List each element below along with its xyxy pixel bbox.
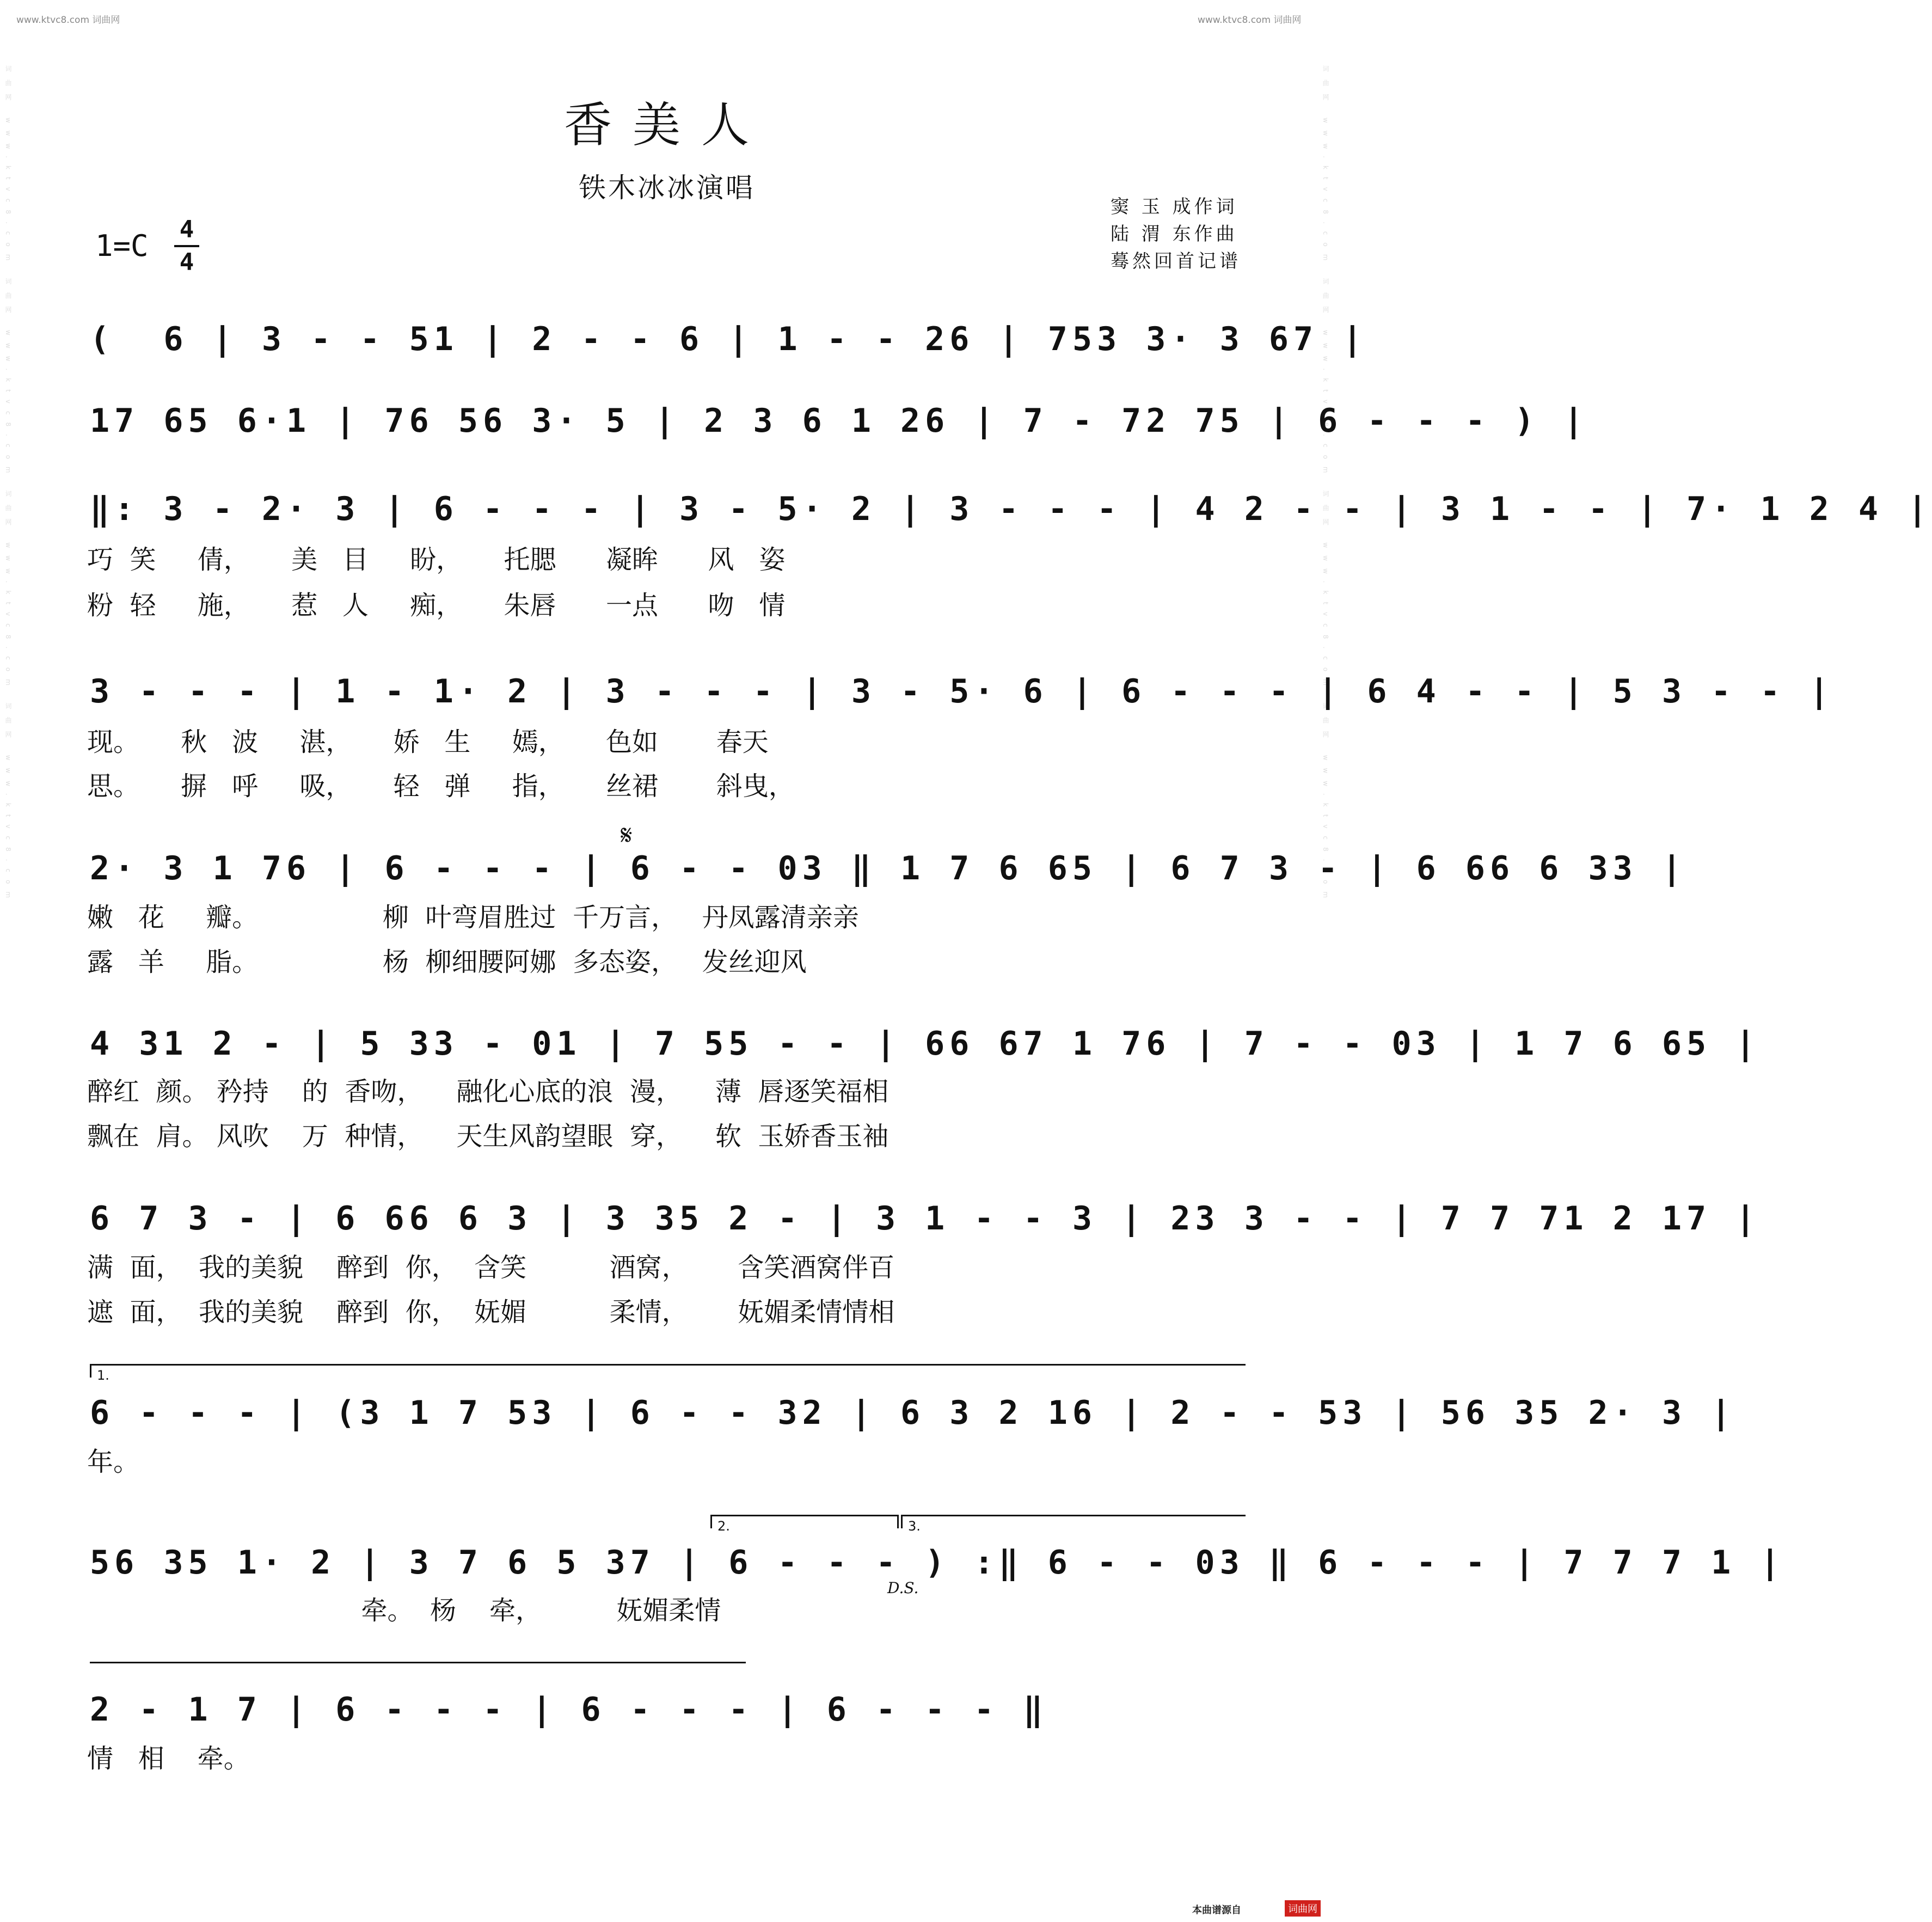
lyric-system-8: 年。 xyxy=(87,1447,140,1477)
staff-system-4: 3 - - - | 1 - 1· 2 | 3 - - - | 3 - 5· 6 | 6 - - - | 6 4 - - | 5 3 - - | xyxy=(90,672,1834,711)
watermark-side-right: 词曲网 www.ktvc8.com 词曲网 www.ktvc8.com 词曲网 www.ktvc8.com 词曲网 www.ktvc8.com xyxy=(1322,65,1329,906)
staff-system-3: ‖: 3 - 2· 3 | 6 - - - | 3 - 5· 2 | 3 - - - | 4 2 - - | 3 1 - - | 7· 1 2 4 | xyxy=(90,490,1932,528)
composer-credit: 陆 渭 东作曲 xyxy=(1111,223,1238,245)
lyric-system-4-verse-2: 思。 摒 呼 吸， 轻 弹 指， 丝裙 斜曳， xyxy=(87,771,795,801)
staff-system-7: 6 7 3 - | 6 66 6 3 | 3 35 2 - | 3 1 - - 3 | 23 3 - - | 7 7 71 2 17 | xyxy=(90,1199,1761,1238)
lyric-system-10: 情 相 牵。 xyxy=(87,1743,250,1774)
watermark-side-left: 词曲网 www.ktvc8.com 词曲网 www.ktvc8.com 词曲网 www.ktvc8.com 词曲网 www.ktvc8.com xyxy=(4,65,12,906)
footer-site-badge[interactable]: 词曲网 xyxy=(1285,1900,1321,1917)
ending-bracket-1 xyxy=(90,1364,1246,1383)
segno-mark: 𝄋 xyxy=(621,819,633,851)
song-subtitle: 铁木冰冰演唱 xyxy=(579,172,755,204)
ending-number-3: 3. xyxy=(908,1519,921,1534)
lyric-system-7-verse-1: 满 面， 我的美貌 醉到 你， 含笑 酒窝， 含笑酒窝伴百 xyxy=(87,1252,895,1283)
key-signature: 1=C xyxy=(95,229,149,263)
lyric-system-5-verse-2: 露 羊 脂。 杨 柳细腰阿娜 多态姿， 发丝迎风 xyxy=(87,947,807,977)
lyric-system-5-verse-1: 嫩 花 瓣。 柳 叶弯眉胜过 千万言， 丹凤露清亲亲 xyxy=(87,902,859,933)
transcriber-credit: 蓦然回首记谱 xyxy=(1111,250,1241,272)
ds-mark: D.S. xyxy=(887,1579,919,1597)
lyric-system-6-verse-1: 醉红 颜。 矜持 的 香吻， 融化心底的浪 漫， 薄 唇逐笑福相 xyxy=(87,1076,889,1107)
lyric-system-7-verse-2: 遮 面， 我的美貌 醉到 你， 妩媚 柔情， 妩媚柔情情相 xyxy=(87,1297,895,1327)
time-signature-bar xyxy=(174,245,199,247)
ending-bracket-3 xyxy=(901,1515,1246,1534)
staff-system-1: ( 6 | 3 - - 51 | 2 - - 6 | 1 - - 26 | 753 3· 3 67 | xyxy=(90,320,1367,358)
time-signature-top: 4 xyxy=(179,216,194,243)
ending-bracket-2 xyxy=(710,1515,899,1534)
footer-source-text: 本曲谱源自 xyxy=(1192,1905,1241,1916)
staff-system-2: 17 65 6·1 | 76 56 3· 5 | 2 3 6 1 26 | 7 - 72 75 | 6 - - - ) | xyxy=(90,402,1588,440)
lyric-system-3-verse-2: 粉 轻 施， 惹 人 痴， 朱唇 一点 吻 情 xyxy=(87,590,786,621)
ending-number-1: 1. xyxy=(97,1368,109,1383)
staff-system-6: 4 31 2 - | 5 33 - 01 | 7 55 - - | 66 67 1 76 | 7 - - 03 | 1 7 6 65 | xyxy=(90,1025,1761,1063)
time-signature xyxy=(174,217,199,276)
lyricist-credit: 窦 玉 成作词 xyxy=(1111,196,1238,218)
lyric-system-4-verse-1: 现。 秋 波 湛， 娇 生 嫣， 色如 春天 xyxy=(87,727,769,757)
song-title: 香美人 xyxy=(563,97,770,153)
lyric-system-9: 牵。 杨 牵， 妩媚柔情 xyxy=(87,1595,721,1626)
lyric-system-3-verse-1: 巧 笑 倩， 美 目 盼， 托腮 凝眸 风 姿 xyxy=(87,544,786,575)
staff-system-5: 2· 3 1 76 | 6 - - - | 6 - - 03 ‖ 1 7 6 65 | 6 7 3 - | 6 66 6 33 | xyxy=(90,849,1686,887)
watermark-top-right: www.ktvc8.com 词曲网 xyxy=(1198,15,1302,26)
lyric-system-6-verse-2: 飘在 肩。 风吹 万 种情， 天生风韵望眼 穿， 软 玉娇香玉袖 xyxy=(87,1121,889,1152)
staff-system-9: 56 35 1· 2 | 3 7 6 5 37 | 6 - - - ) :‖ 6 - - 03 ‖ 6 - - - | 7 7 7 1 | xyxy=(90,1544,1785,1582)
ending-bracket-3-continued xyxy=(90,1662,746,1675)
watermark-top-left: www.ktvc8.com 词曲网 xyxy=(16,15,120,26)
ending-number-2: 2. xyxy=(717,1519,730,1534)
staff-system-10: 2 - 1 7 | 6 - - - | 6 - - - | 6 - - - ‖ xyxy=(90,1691,1048,1729)
time-signature-bottom: 4 xyxy=(179,248,194,276)
staff-system-8: 6 - - - | (3 1 7 53 | 6 - - 32 | 6 3 2 16 | 2 - - 53 | 56 35 2· 3 | xyxy=(90,1394,1736,1432)
